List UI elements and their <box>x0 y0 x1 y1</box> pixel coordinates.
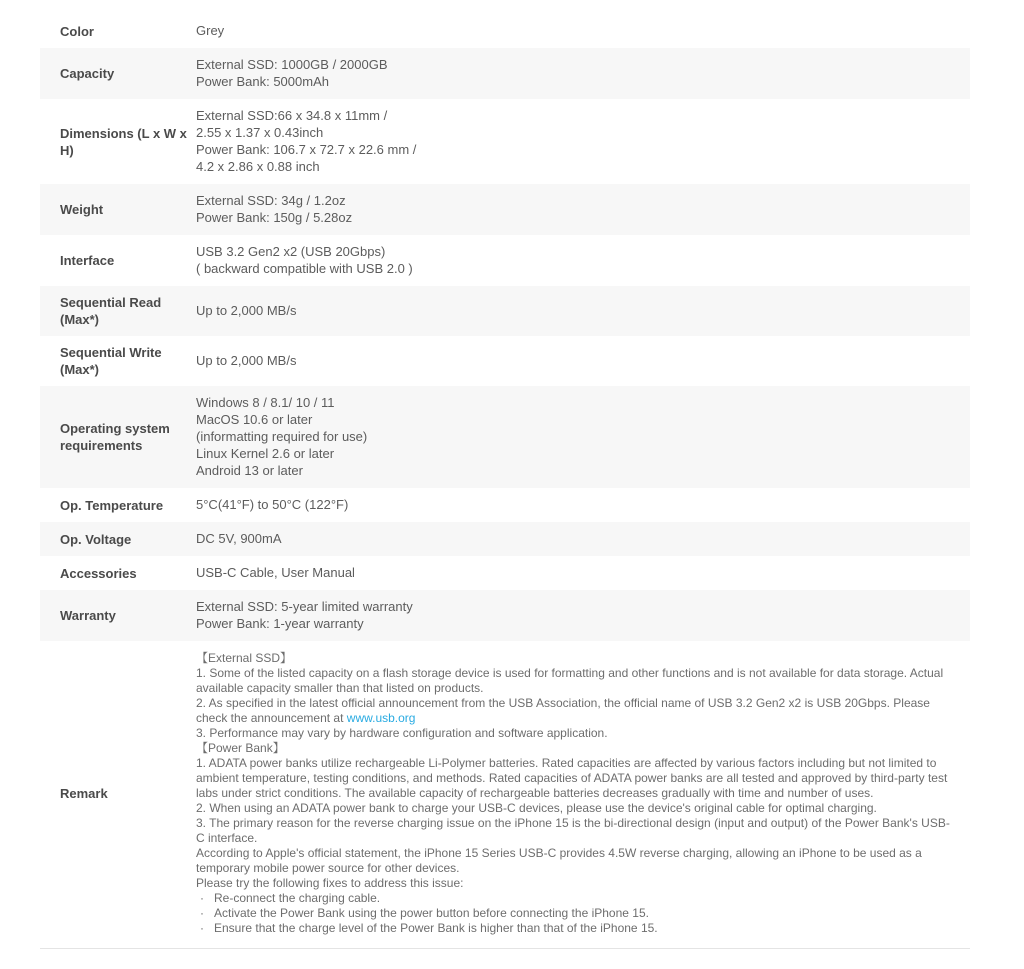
bullet-icon: · <box>200 906 204 920</box>
remark-text: 2. When using an ADATA power bank to charge your USB-C devices, please use the device's original cable for optimal charging. <box>196 801 877 815</box>
row-label: Color <box>60 23 94 39</box>
value-line: 5°C(41°F) to 50°C (122°F) <box>196 497 349 512</box>
row-value <box>196 192 956 227</box>
spec-row <box>40 488 970 522</box>
remark-line <box>196 726 956 741</box>
remark-bullet-item <box>196 921 956 936</box>
value-line: (informatting required for use) <box>196 429 368 444</box>
row-value <box>196 496 956 514</box>
row-value <box>196 394 956 480</box>
usb-org-link[interactable]: www.usb.org <box>346 711 416 725</box>
row-label: Sequential Read (Max*) <box>60 295 162 327</box>
spec-row <box>40 184 970 235</box>
remark-bullet-text: Re-connect the charging cable. <box>214 891 381 905</box>
row-value <box>196 564 956 582</box>
row-value <box>196 243 956 278</box>
row-value <box>196 107 956 176</box>
row-label: Interface <box>60 253 115 268</box>
row-value <box>196 22 956 40</box>
remark-text: 3. Performance may vary by hardware configuration and software application. <box>196 726 608 740</box>
spec-row <box>40 522 970 556</box>
row-value <box>196 530 956 548</box>
spec-row <box>40 235 970 286</box>
row-label: Sequential Write (Max*) <box>60 345 162 377</box>
value-line: External SSD: 34g / 1.2oz <box>196 193 346 208</box>
row-label: Capacity <box>60 66 115 81</box>
remark-text: 1. Some of the listed capacity on a flash storage device is used for formatting and other functions and is not available for data storage. Actual available capacity smaller than that listed on products. <box>196 666 944 695</box>
spec-row <box>40 336 970 386</box>
remark-text: 2. As specified in the latest official announcement from the USB Association, the official name of USB 3.2 Gen2 x2 is USB 20Gbps. Please check the announcement at <box>196 696 930 725</box>
remark-line <box>196 846 956 876</box>
value-line: Power Bank: 5000mAh <box>196 74 329 89</box>
spec-row <box>40 590 970 641</box>
remark-line <box>196 816 956 846</box>
spec-row <box>40 14 970 48</box>
value-line: Power Bank: 150g / 5.28oz <box>196 210 353 225</box>
spec-row <box>40 556 970 590</box>
spec-row <box>40 99 970 184</box>
row-label: Weight <box>60 202 104 217</box>
value-line: Power Bank: 1-year warranty <box>196 616 364 631</box>
remark-text: 【External SSD】 <box>196 651 293 665</box>
remark-line <box>196 801 956 816</box>
value-line: Up to 2,000 MB/s <box>196 303 297 318</box>
row-label: Op. Voltage <box>60 531 132 547</box>
spec-row-remark <box>40 641 970 949</box>
remark-bullet-item <box>196 906 956 921</box>
remark-text: Please try the following fixes to address this issue: <box>196 876 464 890</box>
value-line: External SSD: 5-year limited warranty <box>196 599 413 614</box>
row-value <box>196 352 956 370</box>
value-line: Up to 2,000 MB/s <box>196 353 297 368</box>
value-line: Power Bank: 106.7 x 72.7 x 22.6 mm / <box>196 142 417 157</box>
bullet-icon: · <box>200 891 204 905</box>
bullet-icon: · <box>200 921 204 935</box>
spec-row <box>40 48 970 99</box>
row-label: Accessories <box>60 565 137 581</box>
remark-line <box>196 651 956 666</box>
remark-line <box>196 696 956 726</box>
value-line: Android 13 or later <box>196 463 303 478</box>
spec-table <box>40 14 970 949</box>
value-line: Linux Kernel 2.6 or later <box>196 446 335 461</box>
spec-row <box>40 386 970 488</box>
remark-bullet-text: Ensure that the charge level of the Power Bank is higher than that of the iPhone 15. <box>214 921 658 935</box>
value-line: USB-C Cable, User Manual <box>196 565 355 580</box>
remark-text-block <box>196 651 956 936</box>
value-line: ( backward compatible with USB 2.0 ) <box>196 261 413 276</box>
value-line: DC 5V, 900mA <box>196 531 282 546</box>
value-line: External SSD: 1000GB / 2000GB <box>196 57 388 72</box>
row-label: Dimensions (L x W x H) <box>60 125 187 158</box>
spec-row <box>40 286 970 336</box>
remark-line <box>196 741 956 756</box>
row-value <box>196 598 956 633</box>
remark-bullet-item <box>196 891 956 906</box>
remark-text: According to Apple's official statement, the iPhone 15 Series USB-C provides 4.5W reverse charging, allowing an iPhone to be used as a temporary mobile power source for other devices. <box>196 846 922 875</box>
value-line: Grey <box>196 23 225 38</box>
row-label: Operating system requirements <box>60 421 170 453</box>
remark-line <box>196 666 956 696</box>
value-line: Windows 8 / 8.1/ 10 / 11 <box>196 395 335 410</box>
value-line: USB 3.2 Gen2 x2 (USB 20Gbps) <box>196 244 386 259</box>
row-label: Remark <box>60 786 108 801</box>
row-value <box>196 302 956 320</box>
remark-text: 3. The primary reason for the reverse charging issue on the iPhone 15 is the bi-directional design (input and output) of the Power Bank's USB-C interface. <box>196 816 950 845</box>
value-line: 4.2 x 2.86 x 0.88 inch <box>196 159 320 174</box>
remark-text: 1. ADATA power banks utilize rechargeable Li-Polymer batteries. Rated capacities are affected by various factors including but not limited to ambient temperature, testing conditions, and methods. Rated capacities of ADATA power banks are all tested and approved by third-party test labs under strict conditions. The available capacity of rechargeable batteries decreases gradually with time and number of uses. <box>196 756 948 800</box>
row-label: Warranty <box>60 608 116 623</box>
remark-line <box>196 876 956 891</box>
value-line: 2.55 x 1.37 x 0.43inch <box>196 125 324 140</box>
row-value <box>196 56 956 91</box>
remark-text: 【Power Bank】 <box>196 741 285 755</box>
value-line: MacOS 10.6 or later <box>196 412 313 427</box>
row-label: Op. Temperature <box>60 497 164 513</box>
remark-bullet-text: Activate the Power Bank using the power button before connecting the iPhone 15. <box>214 906 649 920</box>
value-line: External SSD:66 x 34.8 x 11mm / <box>196 108 388 123</box>
remark-line <box>196 756 956 801</box>
